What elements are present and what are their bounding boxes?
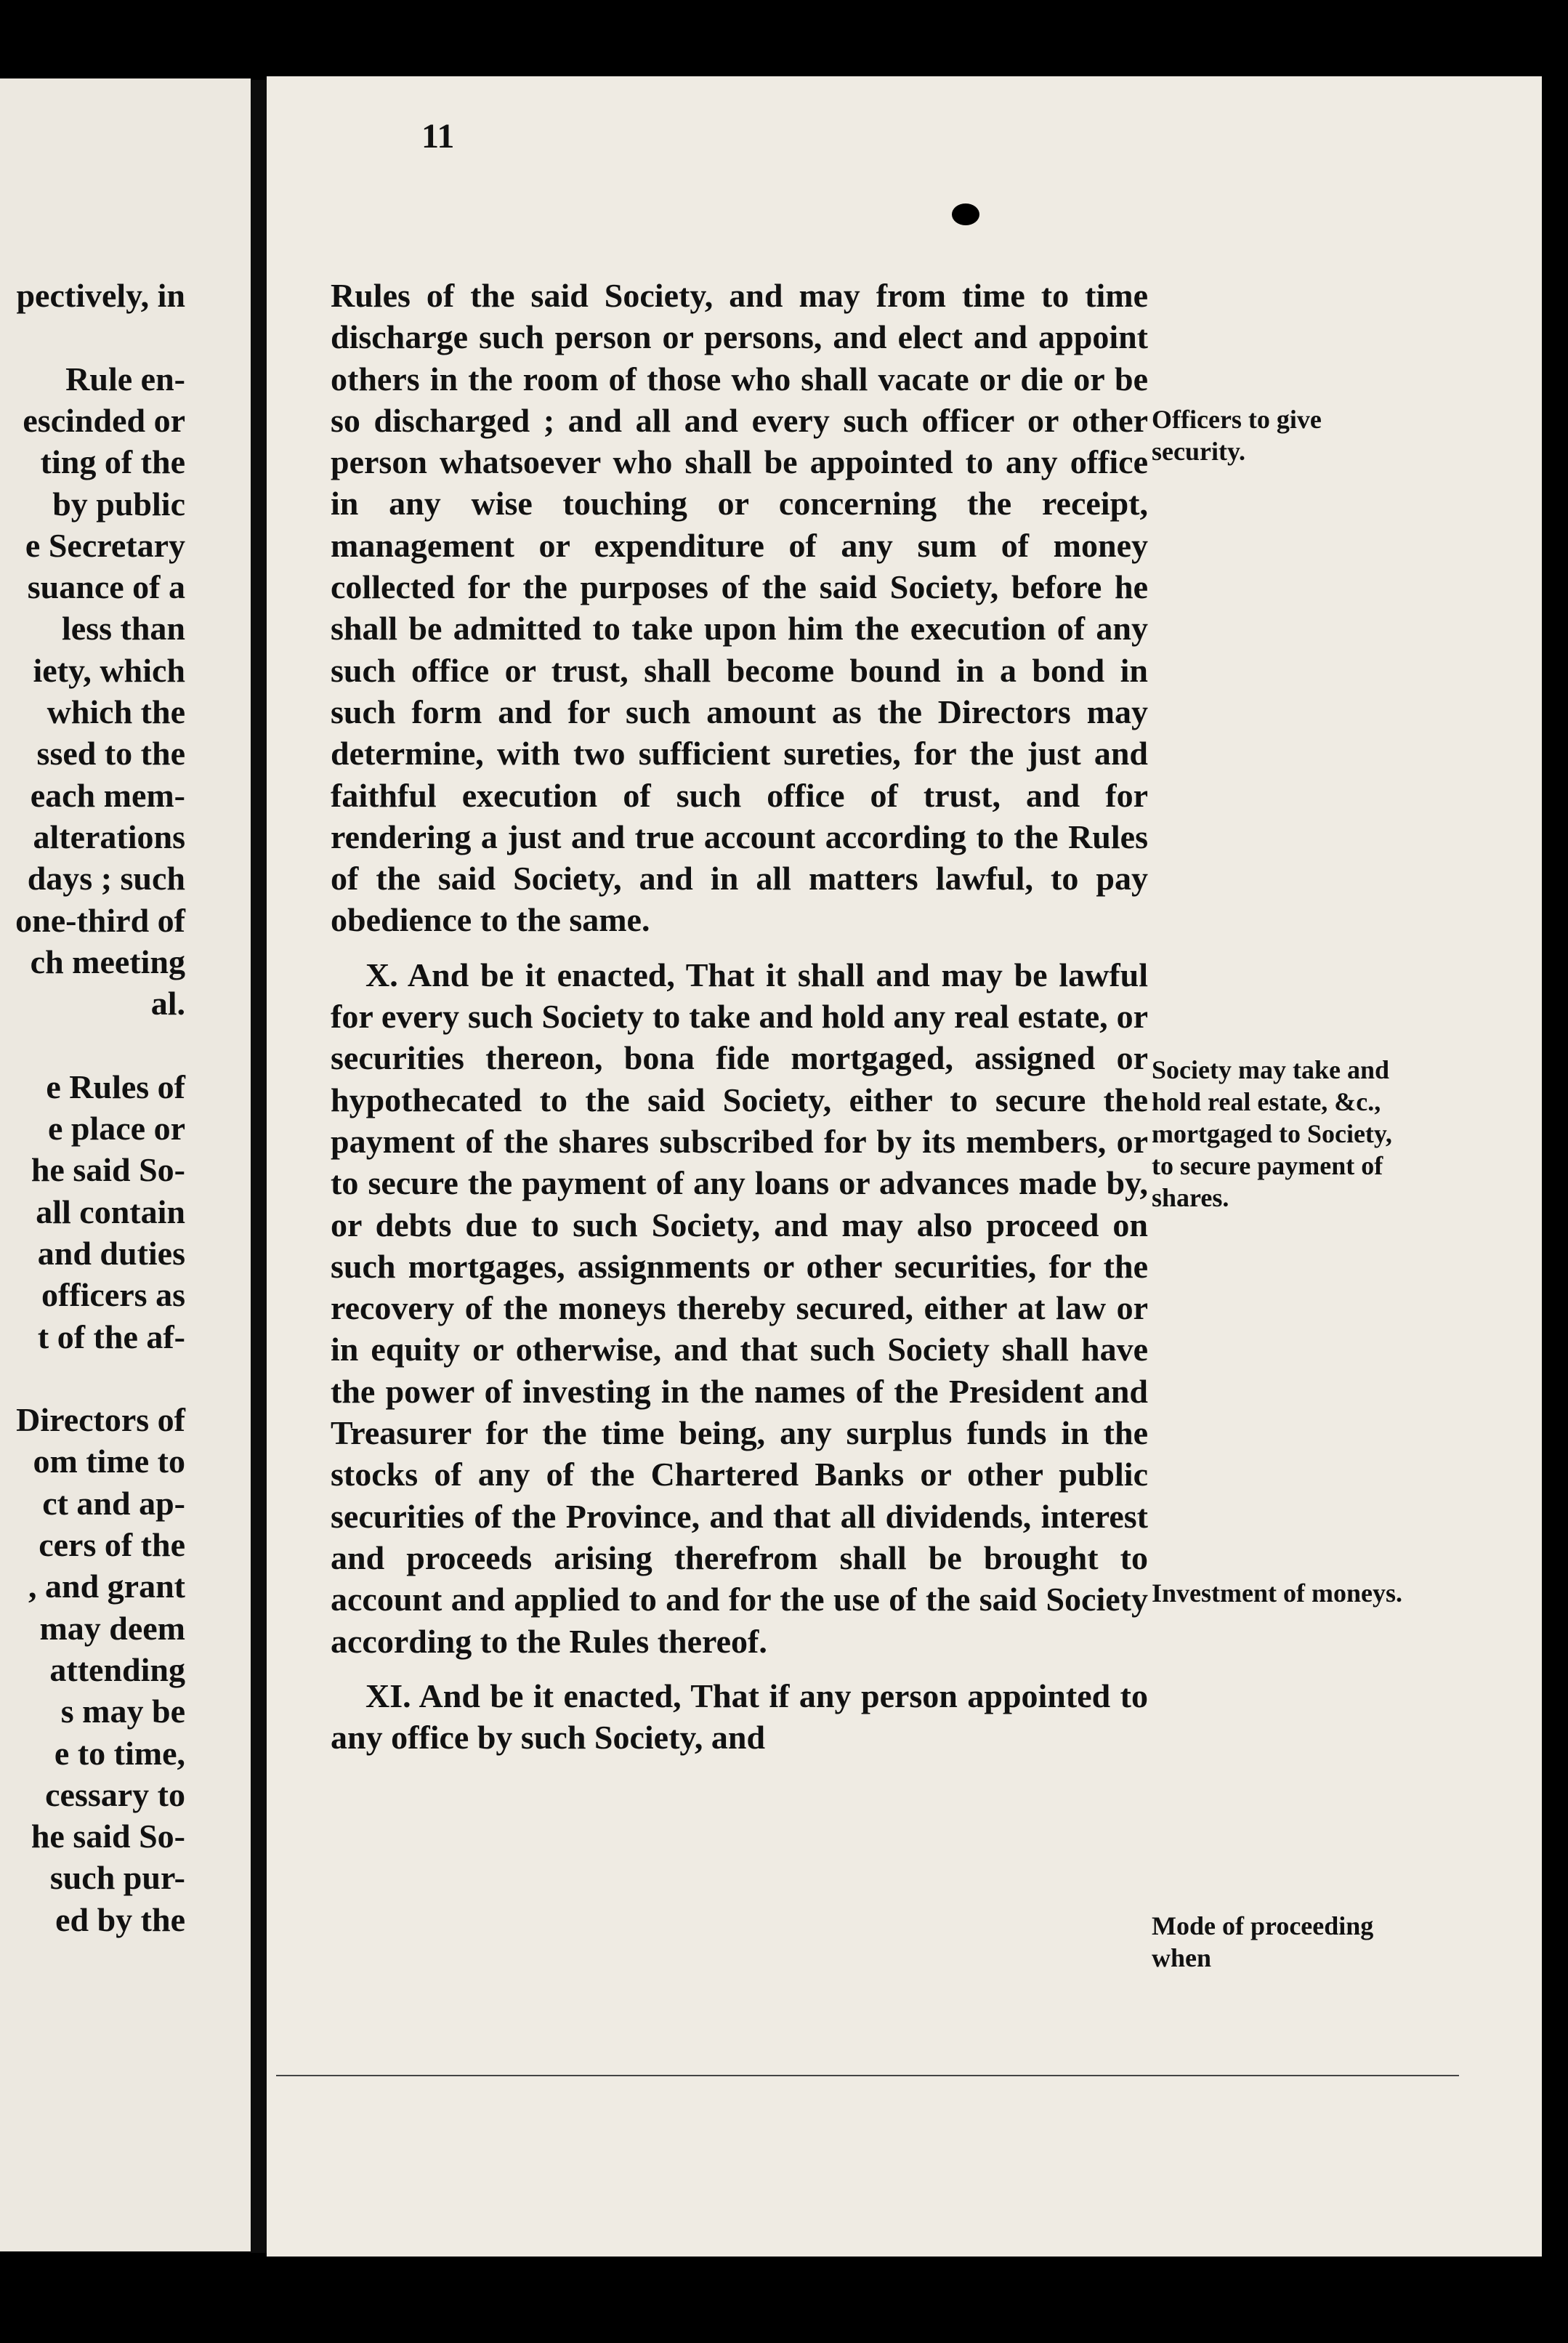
ink-blot [952, 203, 979, 225]
left-page-line: attending [49, 1650, 185, 1688]
left-page-line: e Rules of [46, 1068, 185, 1105]
paragraph-section-x: X. And be it enacted, That it shall and may be lawful for every such Society to take and hold any real estate, or securities thereon, bona fide mortgaged, assigned or hypothecated to the said Society, either to secure the payment of the shares subscribed for by its members, or to secure the payment of any loans or advances made by, or debts due to such Society, and may also proceed on such mortgages, assignments or other securities, for the recovery of the moneys thereby secured, either at law or in equity or otherwise, and that such Society shall have the power of investing in the names of the President and Treasurer for the time being, any surplus funds in the stocks of any of the Chartered Banks or other public securities of the Province, and that all dividends, interest and proceeds arising therefrom shall be brought to account and applied to and for the use of the said Society according to the Rules thereof. [331, 956, 1148, 1660]
book-gutter [251, 80, 267, 2253]
left-page-line: days ; such [27, 860, 185, 898]
left-page-fragment [0, 78, 251, 2251]
left-page-line: cers of the [39, 1526, 185, 1563]
left-page-line: cessary to [45, 1775, 185, 1813]
left-page-line: may deem [39, 1609, 185, 1647]
left-page-line: each mem- [30, 776, 185, 814]
main-text [331, 275, 1148, 1758]
left-page-line: t of the af- [37, 1318, 185, 1355]
left-page-line: al. [150, 985, 185, 1023]
left-page-line: e Secretary [25, 526, 185, 564]
page-bottom-rule [276, 2075, 1459, 2076]
left-page-line: ting of the [40, 443, 185, 481]
left-page-line: om time to [33, 1443, 185, 1480]
left-page-line: suance of a [27, 568, 185, 606]
left-page-line: alterations [33, 818, 185, 855]
left-page-line: officers as [41, 1276, 185, 1314]
left-page-line: Rule en- [65, 360, 185, 398]
left-page-line: all contain [36, 1193, 185, 1230]
left-page-line: escinded or [23, 401, 185, 439]
left-page-line: pectively, in [16, 277, 185, 314]
left-page-line: Directors of [16, 1401, 185, 1439]
left-page-line: which the [47, 693, 185, 730]
left-page-line: ed by the [55, 1900, 185, 1938]
page-number: 11 [421, 117, 455, 156]
left-page-line: iety, which [33, 651, 185, 689]
left-page-line: , and grant [28, 1568, 185, 1605]
margin-note-real-estate: Society may take and hold real estate, &c., mortgaged to Society, to secure payment of shares. [1152, 1055, 1392, 1212]
left-page-line: ch meeting [30, 943, 185, 980]
margin-note-officers: Officers to give security. [1152, 405, 1322, 466]
left-page-line: one-third of [15, 901, 185, 939]
margin-note-investment: Investment of moneys. [1152, 1578, 1402, 1608]
margin-note-mode-of-proceeding: Mode of proceeding when [1152, 1911, 1374, 1972]
left-page-line: he said So- [31, 1818, 185, 1855]
left-page-line: ct and ap- [42, 1484, 185, 1522]
paragraph-section-xi: XI. And be it enacted, That if any person appointed to any office by such Society, and [331, 1677, 1148, 1757]
left-page-line: he said So- [31, 1151, 185, 1189]
left-page-line: less than [62, 610, 185, 648]
left-page-line: such pur- [49, 1859, 185, 1897]
left-page-line: and duties [37, 1234, 185, 1272]
left-page-line: ssed to the [36, 735, 185, 773]
left-page-line: e place or [47, 1110, 185, 1147]
left-page-line: s may be [60, 1693, 185, 1730]
left-page-line: by public [52, 485, 185, 523]
left-page-line: e to time, [54, 1734, 185, 1772]
paragraph-continuation: Rules of the said Society, and may from time to time discharge such person or persons, and elect and appoint others in the room of those who shall vacate or die or be so discharged ; and all and every such officer or other person whatsoever who shall be appointed to any office in any wise touching or concerning the receipt, management or expenditure of any sum of money collected for the purposes of the said Society, before he shall be admitted to take upon him the execution of any such office or trust, shall become bound in a bond in such form and for such amount as the Directors may determine, with two sufficient sureties, for the just and faithful execution of such office of trust, and for rendering a just and true account according to the Rules of the said Society, and in all matters lawful, to pay obedience to the same. [331, 277, 1148, 939]
